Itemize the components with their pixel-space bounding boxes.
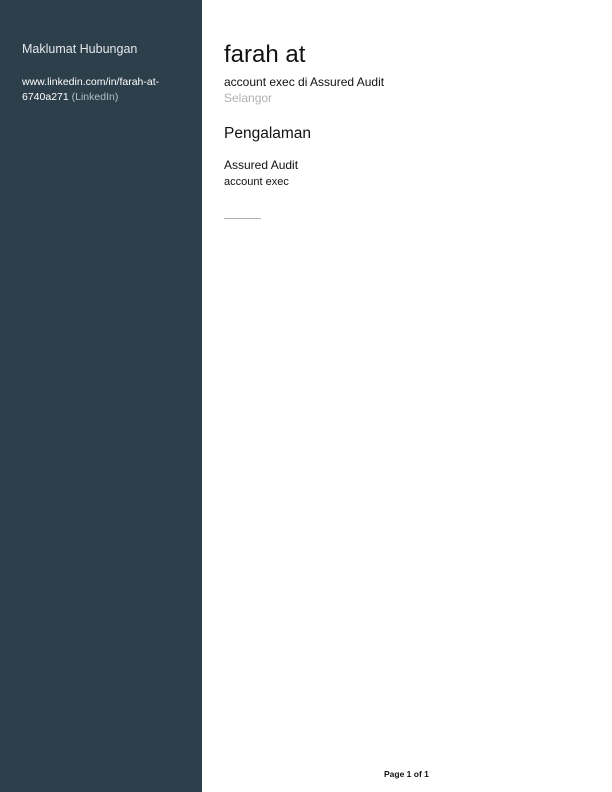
experience-section-title: Pengalaman — [224, 125, 312, 142]
profile-headline: account exec di Assured Audit — [224, 75, 385, 89]
profile-location: Selangor — [224, 91, 273, 105]
page-number: Page 1 of 1 — [384, 769, 429, 779]
profile-name: farah at — [224, 41, 306, 68]
experience-company: Assured Audit — [224, 158, 299, 172]
linkedin-contact[interactable] — [22, 75, 162, 105]
linkedin-url[interactable]: www.linkedin.com/in/farah-at-6740a271 — [22, 76, 160, 103]
section-divider — [224, 218, 261, 219]
sidebar — [0, 0, 202, 792]
main-content — [224, 0, 594, 792]
contact-heading: Maklumat Hubungan — [22, 42, 138, 56]
linkedin-label: (LinkedIn) — [71, 91, 119, 103]
experience-role: account exec — [224, 176, 289, 188]
